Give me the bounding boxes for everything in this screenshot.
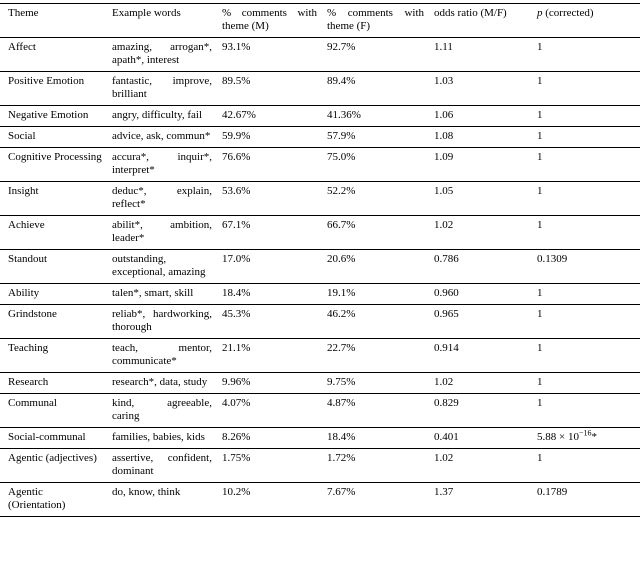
- cell-pct-comments-m: 21.1%: [222, 339, 327, 373]
- cell-theme: Teaching: [0, 339, 112, 373]
- cell-pct-comments-m: 18.4%: [222, 284, 327, 305]
- table-row: [0, 428, 640, 449]
- cell-pct-comments-f: 18.4%: [327, 428, 434, 449]
- cell-pct-comments-f: 75.0%: [327, 148, 434, 182]
- cell-pct-comments-m: 59.9%: [222, 127, 327, 148]
- table-row: [0, 216, 640, 250]
- cell-pct-comments-f: 4.87%: [327, 394, 434, 428]
- cell-pct-comments-f: 22.7%: [327, 339, 434, 373]
- cell-odds-ratio: 0.965: [434, 305, 537, 339]
- cell-theme: Social: [0, 127, 112, 148]
- cell-pct-comments-f: 20.6%: [327, 250, 434, 284]
- cell-pct-comments-m: 1.75%: [222, 449, 327, 483]
- cell-theme: Social-communal: [0, 428, 112, 449]
- cell-example-words: abilit*, ambition, leader*: [112, 216, 222, 250]
- cell-pct-comments-m: 93.1%: [222, 38, 327, 72]
- table-row: [0, 250, 640, 284]
- results-table: [0, 3, 640, 517]
- cell-p-corrected: 1: [537, 216, 640, 250]
- cell-pct-comments-f: 46.2%: [327, 305, 434, 339]
- cell-example-words: do, know, think: [112, 483, 222, 517]
- cell-example-words: talen*, smart, skill: [112, 284, 222, 305]
- cell-theme: Ability: [0, 284, 112, 305]
- table-row: [0, 127, 640, 148]
- cell-example-words: reliab*, hardworking, thorough: [112, 305, 222, 339]
- cell-p-corrected: 1: [537, 449, 640, 483]
- cell-pct-comments-m: 9.96%: [222, 373, 327, 394]
- cell-theme: Positive Emotion: [0, 72, 112, 106]
- cell-pct-comments-f: 52.2%: [327, 182, 434, 216]
- cell-p-corrected: 1: [537, 38, 640, 72]
- cell-odds-ratio: 1.05: [434, 182, 537, 216]
- cell-example-words: outstanding, exceptional, amazing: [112, 250, 222, 284]
- cell-p-corrected: $5.88 \times 10^{-16}*$: [537, 428, 640, 449]
- cell-example-words: amazing, arrogan*, apath*, interest: [112, 38, 222, 72]
- cell-pct-comments-m: 45.3%: [222, 305, 327, 339]
- cell-pct-comments-f: 92.7%: [327, 38, 434, 72]
- cell-theme: Research: [0, 373, 112, 394]
- table-row: [0, 305, 640, 339]
- table-row: [0, 182, 640, 216]
- table-row: [0, 449, 640, 483]
- cell-pct-comments-f: 1.72%: [327, 449, 434, 483]
- table-body: [0, 38, 640, 517]
- cell-p-corrected: 0.1789: [537, 483, 640, 517]
- cell-p-corrected: 1: [537, 339, 640, 373]
- cell-odds-ratio: 1.09: [434, 148, 537, 182]
- cell-pct-comments-f: 7.67%: [327, 483, 434, 517]
- table-row: [0, 284, 640, 305]
- table-row: [0, 483, 640, 517]
- cell-pct-comments-m: 8.26%: [222, 428, 327, 449]
- cell-odds-ratio: 0.960: [434, 284, 537, 305]
- cell-example-words: assertive, confident, dominant: [112, 449, 222, 483]
- cell-theme: Standout: [0, 250, 112, 284]
- header-row: [0, 4, 640, 38]
- cell-pct-comments-m: 4.07%: [222, 394, 327, 428]
- cell-theme: Insight: [0, 182, 112, 216]
- cell-odds-ratio: 1.08: [434, 127, 537, 148]
- cell-odds-ratio: 1.02: [434, 449, 537, 483]
- cell-p-corrected: 1: [537, 373, 640, 394]
- cell-p-corrected: 1: [537, 305, 640, 339]
- column-header-p-corrected: [537, 4, 640, 38]
- cell-odds-ratio: 0.786: [434, 250, 537, 284]
- column-header-example-words: Example words: [112, 7, 181, 19]
- cell-example-words: advice, ask, commun*: [112, 127, 222, 148]
- cell-pct-comments-f: 66.7%: [327, 216, 434, 250]
- cell-example-words: angry, difficulty, fail: [112, 106, 222, 127]
- cell-p-corrected: 1: [537, 72, 640, 106]
- cell-pct-comments-f: 41.36%: [327, 106, 434, 127]
- cell-example-words: deduc*, explain, reflect*: [112, 182, 222, 216]
- cell-example-words: teach, mentor, communicate*: [112, 339, 222, 373]
- cell-p-corrected: 1: [537, 127, 640, 148]
- cell-p-corrected: 1: [537, 394, 640, 428]
- cell-pct-comments-m: 67.1%: [222, 216, 327, 250]
- cell-theme: Grindstone: [0, 305, 112, 339]
- cell-pct-comments-m: 17.0%: [222, 250, 327, 284]
- table-row: [0, 72, 640, 106]
- cell-theme: Negative Emotion: [0, 106, 112, 127]
- p-symbol: p: [537, 7, 543, 19]
- cell-p-corrected: 0.1309: [537, 250, 640, 284]
- cell-theme: Affect: [0, 38, 112, 72]
- column-header-odds-ratio: odds ratio (M/F): [434, 7, 507, 19]
- cell-odds-ratio: 1.02: [434, 216, 537, 250]
- cell-theme: Agentic (Orientation): [0, 483, 112, 517]
- table-row: [0, 148, 640, 182]
- column-header-pct-comments-m: % comments with theme (M): [222, 7, 317, 32]
- cell-pct-comments-m: 53.6%: [222, 182, 327, 216]
- cell-odds-ratio: 1.02: [434, 373, 537, 394]
- cell-p-corrected: 1: [537, 148, 640, 182]
- cell-pct-comments-f: 89.4%: [327, 72, 434, 106]
- cell-example-words: kind, agreeable, caring: [112, 394, 222, 428]
- cell-pct-comments-m: 10.2%: [222, 483, 327, 517]
- cell-odds-ratio: 1.37: [434, 483, 537, 517]
- table-row: [0, 106, 640, 127]
- cell-pct-comments-m: 76.6%: [222, 148, 327, 182]
- cell-pct-comments-m: 89.5%: [222, 72, 327, 106]
- cell-odds-ratio: 0.401: [434, 428, 537, 449]
- cell-example-words: fantastic, improve, brilliant: [112, 72, 222, 106]
- cell-theme: Achieve: [0, 216, 112, 250]
- cell-odds-ratio: 1.03: [434, 72, 537, 106]
- table-header: [0, 4, 640, 38]
- cell-p-corrected: 1: [537, 284, 640, 305]
- cell-theme: Cognitive Processing: [0, 148, 112, 182]
- p-corrected-label: (corrected): [542, 7, 594, 19]
- p-exponent: −16: [578, 428, 592, 438]
- cell-odds-ratio: 1.06: [434, 106, 537, 127]
- cell-theme: Communal: [0, 394, 112, 428]
- column-header-pct-comments-f: % comments with theme (F): [327, 7, 424, 32]
- cell-example-words: research*, data, study: [112, 373, 222, 394]
- table-row: [0, 339, 640, 373]
- cell-odds-ratio: 1.11: [434, 38, 537, 72]
- cell-theme: Agentic (adjectives): [0, 449, 112, 483]
- cell-odds-ratio: 0.829: [434, 394, 537, 428]
- cell-example-words: families, babies, kids: [112, 428, 222, 449]
- cell-pct-comments-f: 9.75%: [327, 373, 434, 394]
- table-row: [0, 373, 640, 394]
- cell-p-corrected: 1: [537, 182, 640, 216]
- cell-pct-comments-f: 57.9%: [327, 127, 434, 148]
- cell-example-words: accura*, inquir*, interpret*: [112, 148, 222, 182]
- table-row: [0, 394, 640, 428]
- cell-pct-comments-f: 19.1%: [327, 284, 434, 305]
- cell-odds-ratio: 0.914: [434, 339, 537, 373]
- column-header-theme: Theme: [8, 7, 39, 19]
- cell-p-corrected: 1: [537, 106, 640, 127]
- table-row: [0, 38, 640, 72]
- cell-pct-comments-m: 42.67%: [222, 106, 327, 127]
